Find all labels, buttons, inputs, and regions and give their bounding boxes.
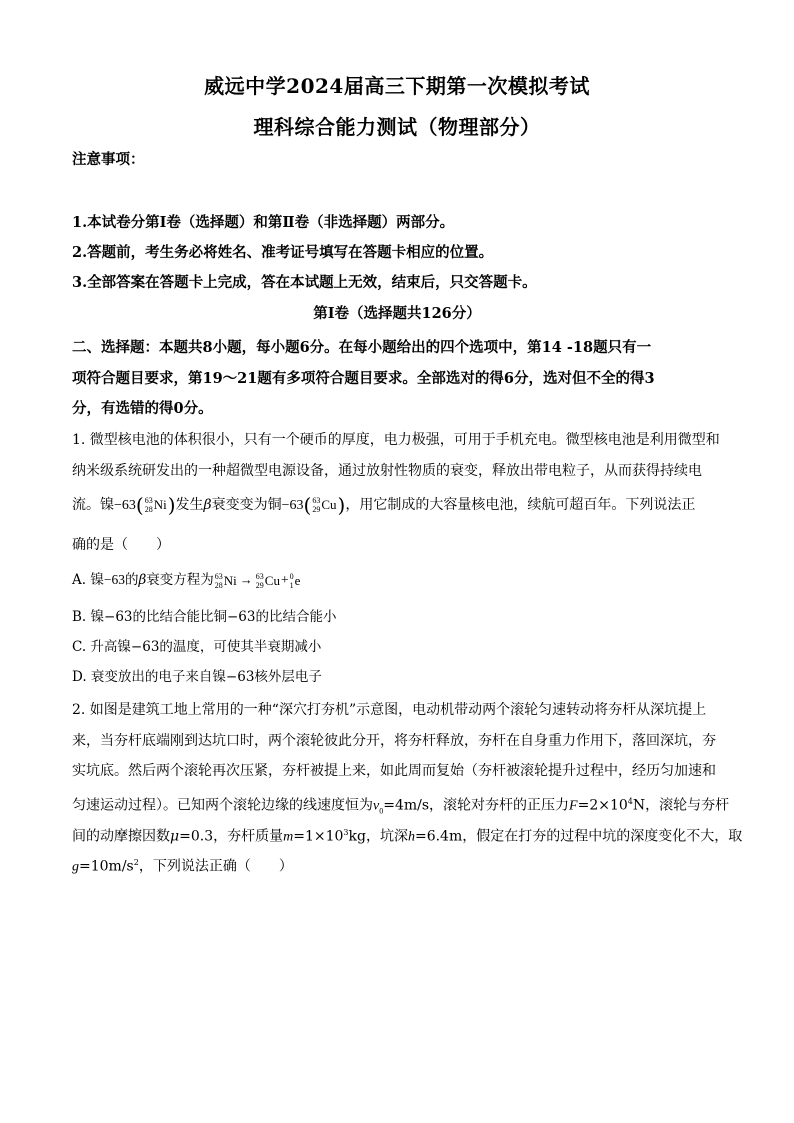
var-m: m [283,829,294,845]
exponent: 4 [627,797,633,806]
paren-open: ( [303,493,312,518]
section-instruction-2: 项符合题目要求，第19～21题有多项符合题目要求。全部选对的得6分，选对但不全的得3 [72,370,655,387]
exam-subtitle: 理科综合能力测试（物理部分） [253,115,541,139]
paren-close: ) [337,493,346,518]
var-h: h [407,829,415,845]
var-v-subscript: 0 [379,806,384,816]
isotope-number: −63 [281,498,304,514]
nuclide-cu [312,495,336,515]
section-instruction-3: 分，有选错的得0分。 [72,400,213,417]
var-v: v [373,798,380,814]
exam-title: 威远中学2024届高三下期第一次模拟考试 [204,74,590,98]
q2-stem-line-3: 实坑底。然后两个滚轮再次压紧，夯杆被提上来，如此周而复始（夯杆被滚轮提升过程中，经历匀加速和 [72,763,716,779]
q1-stem-line-2: 纳米级系统研发出的一种超微型电源设备，通过放射性物质的衰变，释放出带电粒子，从而获得持续电 [72,463,702,479]
q1-text: 衰变变为铜 [211,497,282,514]
e-mass-number: 0 [289,571,294,581]
q1-option-c: C. 升高镍−63的温度，可使其半衰期减小 [72,639,322,655]
note-item-3: 3.全部答案在答题卡上完成，答在本试题上无效，结束后，只交答题卡。 [72,274,537,291]
nuclide-electron [290,570,301,591]
ni-mass-number: 63 [144,496,153,505]
q2-stem-line-4 [72,792,730,821]
q1-stem-line-4: 确的是（ ） [72,537,170,553]
ni-mass-number: 63 [214,571,223,581]
ni-atomic-number: 28 [144,505,153,514]
exponent: 3 [343,828,349,837]
note-item-2: 2.答题前，考生务必将姓名、准考证号填写在答题卡相应的位置。 [72,244,494,261]
q1-text: ，用它制成的大容量核电池，续航可超百年。下列说法正 [345,497,696,514]
e-charge-number: 1 [289,580,294,590]
cu-atomic-number: 29 [255,580,264,590]
nuclide-ni [215,570,237,591]
paren-close: ) [167,493,176,518]
var-g: g [72,859,79,875]
q2-stem-line-1: 2. 如图是建筑工地上常用的一种“深穴打夯机”示意图，电动机带动两个滚轮匀速转动将夯杆从深坑提上 [72,702,707,718]
exponent: 2 [133,858,139,867]
isotope-number: −63 [103,572,125,587]
var-f: F [569,798,578,814]
q2-stem-line-6 [72,853,724,878]
reaction-arrow: → [239,572,253,587]
isotope-number: −63 [114,498,136,514]
q1-stem-line-1: 1. 微型核电池的体积很小，只有一个硬币的厚度，电力极强，可用于手机充电。微型核电池是利用微型和 [72,432,720,448]
paren-open: ( [135,493,144,518]
option-a-text: 衰变方程为 [146,572,214,588]
section-instruction-1: 二、选择题：本题共8小题，每小题6分。在每小题给出的四个选项中，第14 -18题只有一 [72,339,652,356]
ni-symbol: Ni [223,572,237,588]
q2-text: N，滚轮与夯杆 [632,797,730,814]
note-item-1: 1.本试卷分第Ⅰ卷（选择题）和第Ⅱ卷（非选择题）两部分。 [72,214,455,231]
q1-stem-line-3 [72,495,724,516]
q2-text: 间的动摩擦因数 [72,828,170,845]
beta-symbol: β [138,572,147,588]
q1-option-a [72,570,724,591]
q2-text: =1×10 [293,828,344,845]
cu-atomic-number: 29 [312,505,321,514]
q2-text: =10m/s [79,858,134,875]
q2-text: 匀速运动过程）。已知两个滚轮边缘的线速度恒为 [72,797,373,814]
var-mu: μ [170,828,180,845]
option-a-text: 的 [124,572,139,588]
q1-text: 发生 [175,497,204,514]
cu-mass-number: 63 [255,571,264,581]
q1-option-d: D. 衰变放出的电子来自镍−63核外层电子 [72,669,322,685]
cu-mass-number: 63 [312,496,321,505]
q2-text: =4m/s，滚轮对夯杆的正压力 [383,797,570,814]
nuclide-cu [256,570,280,591]
q2-stem-line-5 [72,823,743,848]
q1-text: 流。镍 [72,497,114,514]
q2-text: =2×10 [577,797,628,814]
q2-text: kg，坑深 [348,828,408,845]
plus-sign: + [280,572,289,587]
cu-symbol: Cu [264,572,280,588]
notes-heading: 注意事项： [72,151,145,168]
ni-symbol: Ni [153,497,167,512]
cu-symbol: Cu [321,497,337,512]
option-a-text: A. 镍 [72,572,104,588]
q2-stem-line-2: 来，当夯杆底端刚到达坑口时，两个滚轮彼此分开，将夯杆释放，夯杆在自身重力作用下，落回深坑，夯 [72,733,716,749]
q2-text: ，下列说法正确（ ） [138,858,293,875]
beta-symbol: β [203,497,212,514]
q2-text: =0.3，夯杆质量 [179,828,284,845]
e-symbol: e [294,572,301,588]
nuclide-ni [145,495,167,515]
q2-text: =6.4m，假定在打夯的过程中坑的深度变化不大，取 [414,828,743,845]
section-title: 第Ⅰ卷（选择题共126分） [313,305,481,322]
q1-option-b: B. 镍−63的比结合能比铜−63的比结合能小 [72,609,337,625]
ni-atomic-number: 28 [214,580,223,590]
